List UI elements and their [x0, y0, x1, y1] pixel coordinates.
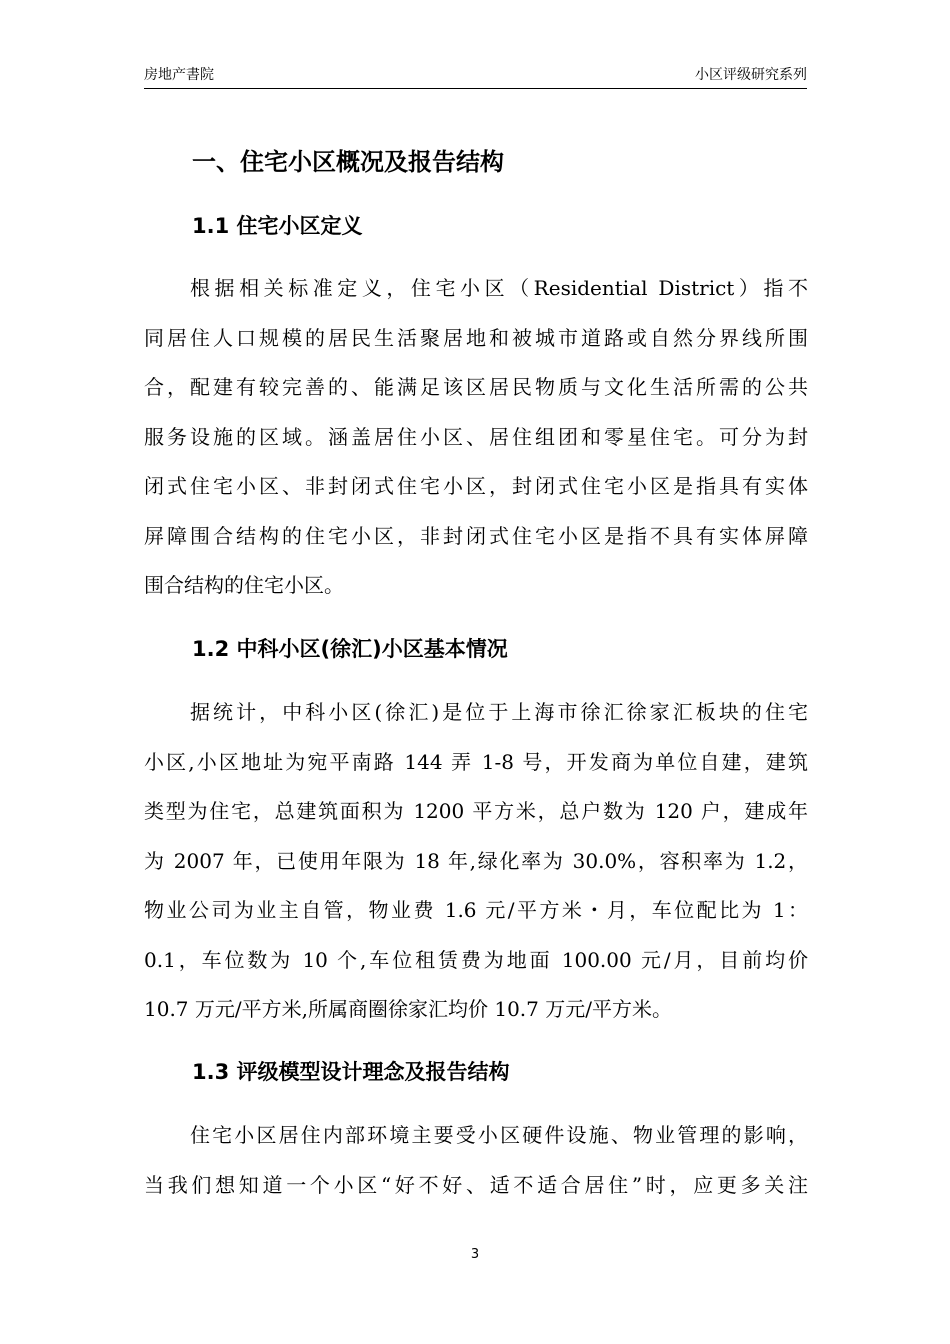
paragraph-line: 合，配建有较完善的、能满足该区居民物质与文化生活所需的公共 [144, 375, 808, 399]
paragraph-line: 10.7 万元/平方米,所属商圈徐家汇均价 10.7 万元/平方米。 [144, 997, 672, 1021]
section-1-2-paragraph [144, 688, 808, 1035]
paragraph-line: 服务设施的区域。涵盖居住小区、居住组团和零星住宅。可分为封 [144, 424, 808, 449]
paragraph-line: 类型为住宅，总建筑面积为 1200 平方米，总户数为 120 户，建成年 [144, 799, 808, 823]
section-title-1-1: 1.1 住宅小区定义 [192, 214, 363, 238]
section-title-1-2: 1.2 中科小区(徐汇)小区基本情况 [192, 637, 508, 661]
section-title-1-3: 1.3 评级模型设计理念及报告结构 [192, 1060, 510, 1084]
paragraph-line: 住宅小区居住内部环境主要受小区硬件设施、物业管理的影响， [190, 1123, 808, 1147]
chapter-title: 一、住宅小区概况及报告结构 [192, 148, 504, 176]
paragraph-line: 根据相关标准定义，住宅小区（Residential District）指不 [190, 276, 808, 300]
paragraph-line: 0.1，车位数为 10 个,车位租赁费为地面 100.00 元/月，目前均价 [144, 947, 808, 972]
paragraph-line: 据统计，中科小区(徐汇)是位于上海市徐汇徐家汇板块的住宅 [190, 700, 808, 724]
page-header [144, 62, 807, 89]
section-1-3-paragraph [144, 1111, 808, 1210]
paragraph-line: 闭式住宅小区、非封闭式住宅小区，封闭式住宅小区是指具有实体 [144, 474, 808, 498]
paragraph-line: 小区,小区地址为宛平南路 144 弄 1-8 号，开发商为单位自建，建筑 [144, 749, 808, 774]
header-series-title: 小区评级研究系列 [695, 67, 807, 83]
header-publisher: 房地产書院 [144, 67, 214, 83]
paragraph-line: 物业公司为业主自管，物业费 1.6 元/平方米・月，车位配比为 1： [144, 898, 808, 922]
paragraph-line: 围合结构的住宅小区。 [144, 573, 344, 597]
paragraph-line: 当我们想知道一个小区“好不好、适不适合居住”时，应更多关注 [144, 1172, 808, 1197]
paragraph-line: 屏障围合结构的住宅小区，非封闭式住宅小区是指不具有实体屏障 [144, 523, 808, 548]
page-number: 3 [470, 1247, 480, 1262]
paragraph-line: 为 2007 年，已使用年限为 18 年,绿化率为 30.0%，容积率为 1.2， [144, 848, 808, 873]
section-1-1-paragraph [144, 264, 808, 611]
paragraph-line: 同居住人口规模的居民生活聚居地和被城市道路或自然分界线所围 [144, 325, 808, 350]
